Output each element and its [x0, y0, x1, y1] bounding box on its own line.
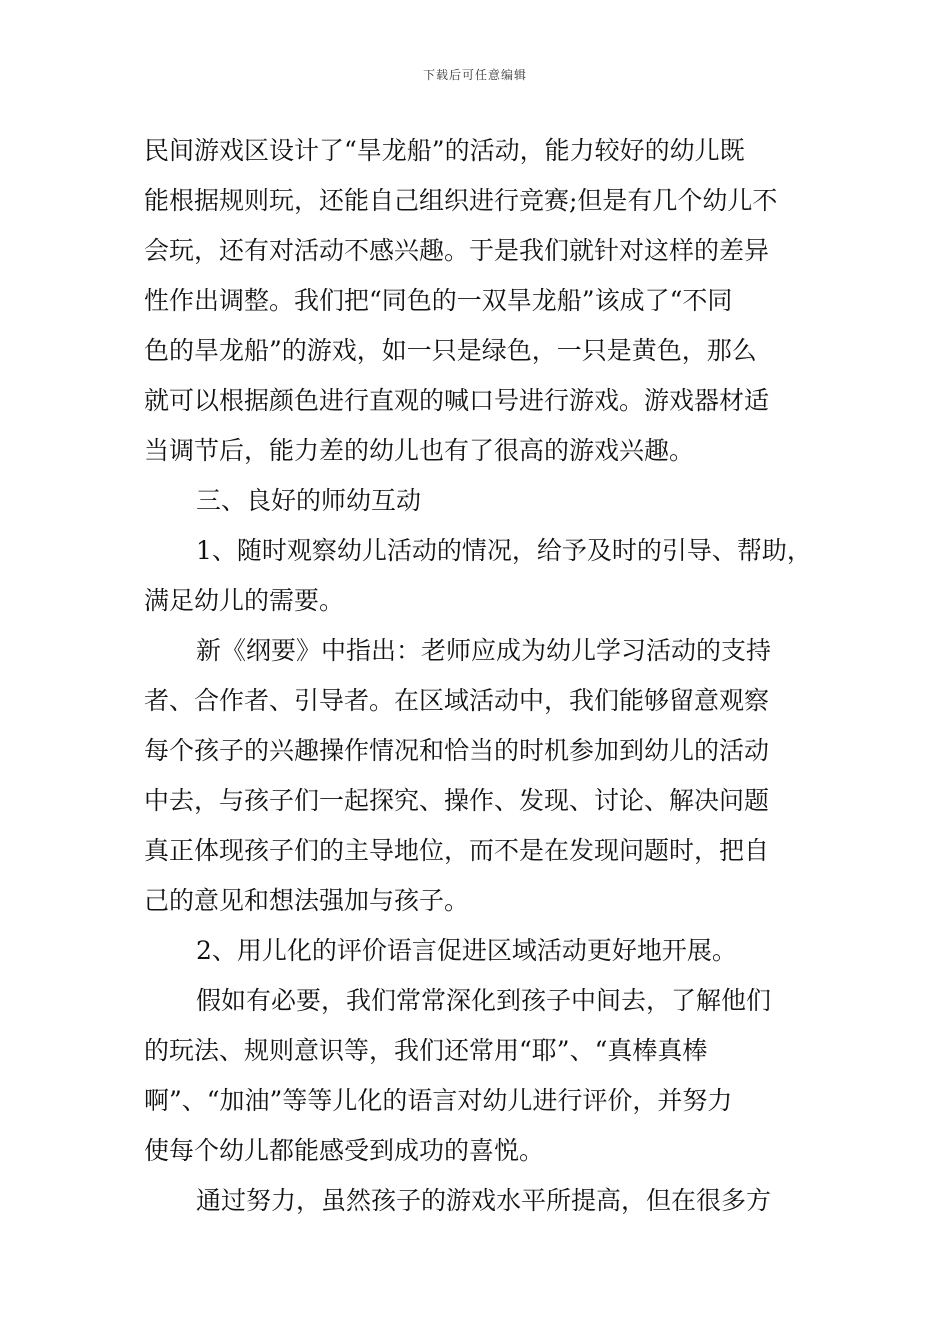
text-line: 能根据规则玩，还能自己组织进行竞赛;但是有几个幼儿不	[144, 186, 778, 215]
text-line: 民间游戏区设计了“旱龙船”的活动，能力较好的幼儿既	[144, 136, 745, 165]
text-line: 会玩，还有对活动不感兴趣。于是我们就针对这样的差异	[144, 236, 770, 265]
text-line: 的玩法、规则意识等，我们还常用“耶”、“真棒真棒	[144, 1036, 708, 1065]
text-line: 使每个幼儿都能感受到成功的喜悦。	[144, 1136, 545, 1165]
section-heading: 三、良好的师幼互动	[196, 486, 422, 515]
text-line: 己的意见和想法强加与孩子。	[144, 886, 470, 915]
text-line: 啊”、“加油”等等儿化的语言对幼儿进行评价，并努力	[144, 1086, 733, 1115]
text-line: 当调节后，能力差的幼儿也有了很高的游戏兴趣。	[144, 436, 695, 465]
page-header: 下载后可任意编辑	[422, 68, 527, 82]
text-line: 中去，与孩子们一起探究、操作、发现、讨论、解决问题	[144, 786, 770, 815]
text-line: 者、合作者、引导者。在区域活动中，我们能够留意观察	[144, 686, 770, 715]
text-line: 满足幼儿的需要。	[144, 586, 345, 615]
document-body	[144, 126, 810, 1226]
text-line: 真正体现孩子们的主导地位，而不是在发现问题时，把自	[144, 836, 770, 865]
subsection-heading: 1、随时观察幼儿活动的情况，给予及时的引导、帮助，	[196, 536, 812, 565]
paragraph-start: 假如有必要，我们常常深化到孩子中间去，了解他们	[196, 986, 772, 1015]
text-line: 就可以根据颜色进行直观的喊口号进行游戏。游戏器材适	[144, 386, 770, 415]
text-line: 性作出调整。我们把“同色的一双旱龙船”该成了“不同	[144, 286, 733, 315]
paragraph-start: 新《纲要》中指出：老师应成为幼儿学习活动的支持	[196, 636, 772, 665]
text-line: 色的旱龙船”的游戏，如一只是绿色，一只是黄色，那么	[144, 336, 757, 365]
subsection-heading: 2、用儿化的评价语言促进区域活动更好地开展。	[196, 936, 737, 965]
text-line: 每个孩子的兴趣操作情况和恰当的时机参加到幼儿的活动	[144, 736, 770, 765]
paragraph-start: 通过努力，虽然孩子的游戏水平所提高，但在很多方	[196, 1186, 772, 1215]
